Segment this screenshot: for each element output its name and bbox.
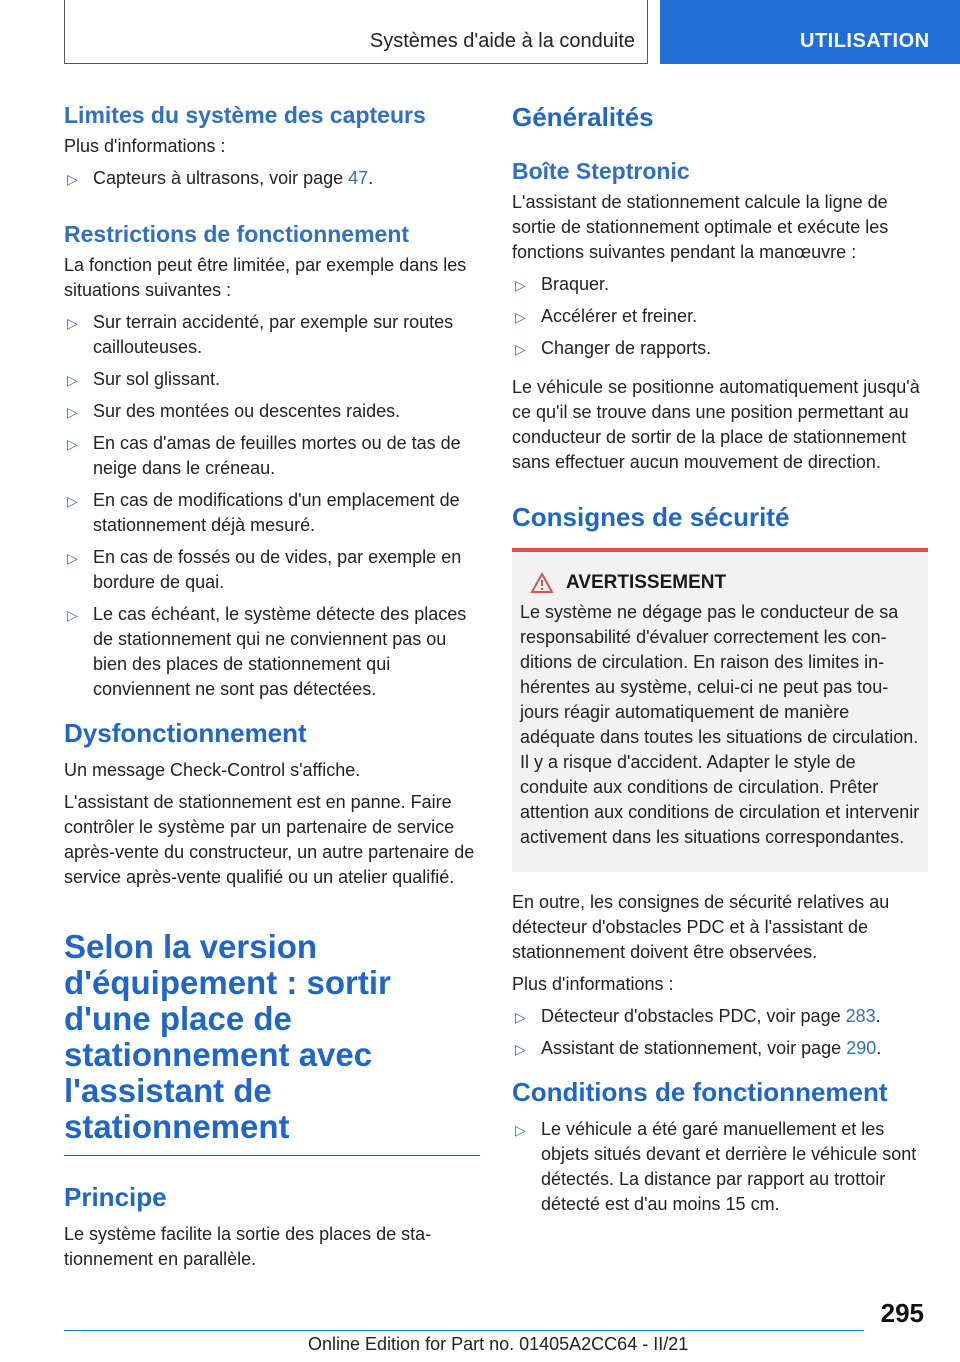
bullet-triangle-icon: ▷ <box>515 341 526 357</box>
list-item: ▷ Sur terrain accidenté, par exemple sur routes caillouteuses. <box>67 312 454 357</box>
bullet-triangle-icon: ▷ <box>515 309 526 325</box>
warning-title: AVERTISSEMENT <box>566 572 727 593</box>
right-column <box>512 100 928 1231</box>
bullet-triangle-icon: ▷ <box>67 493 78 509</box>
conditions-list <box>512 1117 928 1217</box>
limits-list <box>64 166 480 191</box>
page-number: 295 <box>880 1298 924 1328</box>
header-section-title: Systèmes d'aide à la conduite <box>369 30 635 52</box>
limits-intro: Plus d'informations : <box>64 136 226 156</box>
bullet-triangle-icon: ▷ <box>67 315 78 331</box>
footer-edition: Online Edition for Part no. 01405A2CC64 - II/21 <box>308 1334 689 1354</box>
general-heading: Généralités <box>512 102 654 132</box>
bullet-triangle-icon: ▷ <box>515 1122 526 1138</box>
bullet-triangle-icon: ▷ <box>67 372 78 388</box>
safety-intro: Plus d'informations : <box>512 974 674 994</box>
restrictions-intro: La fonction peut être limitée, par exemple dans les situations suivantes : <box>64 255 467 300</box>
list-item: ▷ Détecteur d'obstacles PDC, voir page 283. <box>512 1004 928 1029</box>
bullet-triangle-icon: ▷ <box>67 404 78 420</box>
bullet-triangle-icon: ▷ <box>67 171 78 187</box>
header-chapter-tab <box>660 0 960 64</box>
list-item: ▷ En cas de fossés ou de vides, par exemple en bordure de quai. <box>67 547 462 592</box>
bullet-triangle-icon: ▷ <box>67 550 78 566</box>
bullet-triangle-icon: ▷ <box>515 277 526 293</box>
bullet-triangle-icon: ▷ <box>515 1041 526 1057</box>
list-item: ▷ Le véhicule a été garé manuellement et les objets situés devant et derrière le véhicule sont détectés. La distance par rapport au trottoir détecté est d'au moins 15 cm. <box>515 1119 917 1214</box>
restrictions-list <box>64 310 480 702</box>
safety-paragraph: En outre, les consignes de sécurité relatives au détecteur d'obstacles PDC et à l'assistant de stationnement doivent être observées. <box>512 892 890 962</box>
list-item: ▷ Accélérer et freiner. <box>512 304 928 329</box>
principle-heading: Principe <box>64 1182 167 1212</box>
safety-heading: Consignes de sécurité <box>512 502 790 532</box>
warning-text: Le système ne dégage pas le conducteur de sa responsabilité d'évaluer correctement les conditions de circulation. En raison des limites inhérentes au système, celui-ci ne peut pas toujours réagir automatiquement de manière adéquate dans toutes les situations de circulation. Il y a risque d'accident. Adapter le style de conduite aux conditions de circulation. Prêter attention aux conditions de circulation et intervenir activement dans les situations correspondantes. <box>520 602 920 847</box>
warning-box <box>512 548 928 872</box>
limits-heading: Limites du système des capteurs <box>64 102 426 128</box>
bullet-triangle-icon: ▷ <box>67 436 78 452</box>
restrictions-heading: Restrictions de fonctionnement <box>64 221 410 247</box>
list-item: ▷ En cas d'amas de feuilles mortes ou de tas de neige dans le créneau. <box>67 433 461 478</box>
malfunction-paragraph-1: Un message Check-Control s'affiche. <box>64 760 361 780</box>
list-item: ▷ Le cas échéant, le système détecte des places de stationnement qui ne conviennent pas ou bien des places de stationnement qui conviennent ne sont pas détectées. <box>67 604 467 699</box>
bullet-triangle-icon: ▷ <box>67 607 78 623</box>
header-section-box <box>64 0 648 64</box>
safety-list <box>512 1004 928 1061</box>
steptronic-paragraph: L'assistant de stationnement calcule la ligne de sortie de stationnement optimale et exécute les fonctions suivantes pendant la manœuvre : <box>512 192 889 262</box>
list-item: ▷ Assistant de stationnement, voir page 290. <box>512 1036 928 1061</box>
page-link[interactable]: 47 <box>348 168 369 188</box>
steptronic-list <box>512 272 928 361</box>
warning-triangle-icon <box>530 572 554 594</box>
malfunction-heading: Dysfonctionnement <box>64 718 307 748</box>
malfunction-paragraph-2: L'assistant de stationnement est en panne. Faire contrôler le système par un partenaire de service après-vente du constructeur, un autre partenaire de service après-vente qualifié ou un atelier qualifié. <box>64 792 475 887</box>
bullet-triangle-icon: ▷ <box>515 1009 526 1025</box>
list-item: ▷ Capteurs à ultrasons, voir page 47. <box>64 166 480 191</box>
list-item: ▷ Changer de rapports. <box>512 336 928 361</box>
list-item: ▷ Braquer. <box>512 272 928 297</box>
conditions-heading: Conditions de fonctionnement <box>512 1077 888 1107</box>
steptronic-heading: Boîte Steptronic <box>512 158 690 184</box>
footer-divider <box>64 1330 864 1331</box>
page-link[interactable]: 283 <box>845 1006 876 1026</box>
list-item: ▷ Sur sol glissant. <box>64 367 480 392</box>
page-link[interactable]: 290 <box>846 1038 877 1058</box>
list-item: ▷ En cas de modifications d'un emplacement de stationnement déjà mesuré. <box>67 490 460 535</box>
principle-paragraph: Le système facilite la sortie des places de stationnement en parallèle. <box>64 1224 432 1269</box>
steptronic-paragraph-2: Le véhicule se positionne automatiquement jusqu'à ce qu'il se trouve dans une position permettant au conducteur de sortir de la place de stationnement sans effectuer aucun mouvement de direction. <box>512 377 920 472</box>
header-chapter-title: UTILISATION <box>800 30 930 52</box>
left-column <box>64 100 480 1279</box>
version-heading: Selon la version d'équipement : sortir d'une place de stationnement avec l'assistant de stationnement <box>64 929 480 1156</box>
list-item: ▷ Sur des montées ou descentes raides. <box>64 399 480 424</box>
warning-header <box>520 572 920 594</box>
